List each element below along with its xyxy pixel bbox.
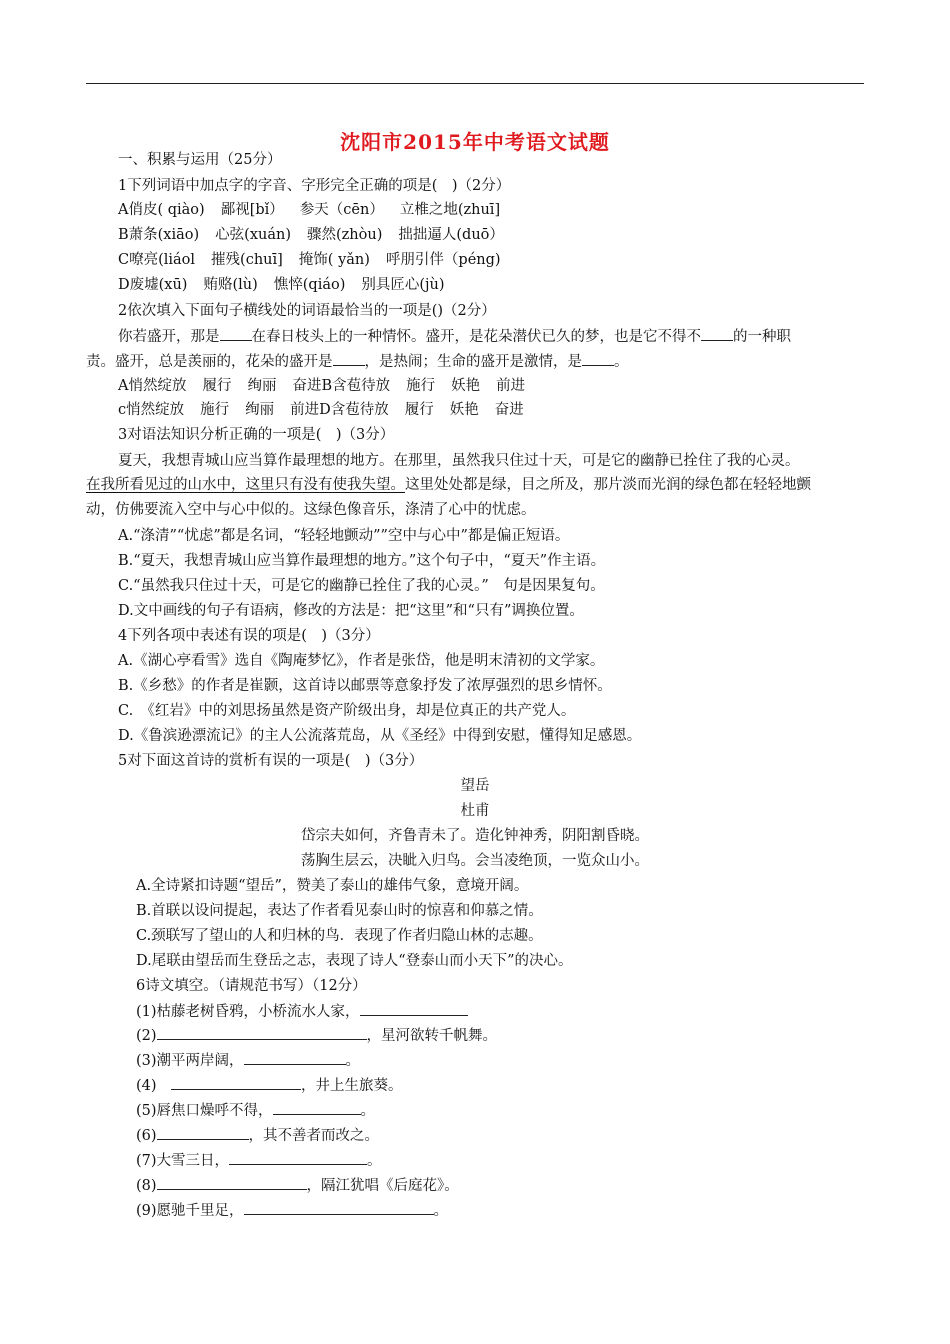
- q6-item-5: (5)唇焦口燥呼不得， 。: [136, 1100, 375, 1121]
- answer-blank: [157, 1125, 249, 1140]
- q4-option-c: C. 《红岩》中的刘思扬虽然是资产阶级出身，却是位真正的共产党人。: [118, 703, 576, 719]
- q3-stem: 3对语法知识分析正确的一项是( )（3分）: [118, 427, 395, 443]
- answer-blank: [157, 1175, 307, 1190]
- q3-passage-line-2: 在我所看见过的山水中，这里只有没有使我失望。这里处处都是绿，目之所及，那片淡而光润的绿色都在轻轻地颤: [86, 477, 811, 493]
- q1-option-a: A俏皮( qiào) 鄙视[bǐ） 参天（cēn） 立椎之地(zhuī]: [118, 202, 501, 218]
- q6-stem: 6诗文填空。（请规范书写）（12分）: [136, 978, 367, 994]
- q6-item-3: (3)潮平两岸阔， 。: [136, 1050, 360, 1071]
- q3-option-b: B.“夏天，我想青城山应当算作最理想的地方。”这个句子中，“夏天”作主语。: [118, 553, 606, 569]
- q2-stem: 2依次填入下面句子横线处的词语最恰当的一项是()（2分）: [118, 303, 496, 319]
- q5-option-a: A.全诗紧扣诗题“望岳”，赞美了泰山的雄伟气象，意境开阔。: [136, 878, 529, 894]
- q6-item-7: (7)大雪三日， 。: [136, 1150, 382, 1171]
- q3-passage-line-1: 夏天，我想青城山应当算作最理想的地方。在那里，虽然我只住过十天，可是它的幽静已拴住了我的心灵。: [118, 453, 800, 469]
- poem-title: 望岳: [460, 778, 490, 794]
- q2-options-cd: c悄然绽放 施行 绚丽 前进D含苞待放 履行 妖艳 奋进: [118, 402, 524, 418]
- page-title: 沈阳市2015年中考语文试题: [340, 130, 610, 154]
- q2-options-ab: A悄然绽放 履行 绚丽 奋进B含苞待放 施行 妖艳 前进: [118, 378, 526, 394]
- fill-blank: [701, 326, 733, 341]
- answer-blank: [229, 1150, 367, 1165]
- q1-option-d: D废墟(xū) 贿赂(lù) 憔悴(qiáo) 别具匠心(jù): [118, 277, 445, 293]
- poem-line-1: 岱宗夫如何，齐鲁青未了。造化钟神秀，阴阳割昏晓。: [301, 828, 649, 844]
- q6-item-1: (1)枯藤老树昏鸦，小桥流水人家，: [136, 1001, 468, 1022]
- q4-stem: 4下列各项中表述有误的项是( )（3分）: [118, 628, 380, 644]
- q2-passage-line-2: 责。盛开，总是羡丽的，花朵的盛开是 ，是热闹；生命的盛开是激情，是 。: [86, 351, 629, 372]
- section-heading: 一、积累与运用（25分）: [118, 152, 282, 168]
- q5-option-c: C.颈联写了望山的人和归林的鸟．表现了作者归隐山林的志趣。: [136, 928, 543, 944]
- answer-blank: [244, 1200, 434, 1215]
- fill-blank: [582, 351, 614, 366]
- q5-stem: 5对下面这首诗的赏析有误的一项是( )（3分）: [118, 753, 424, 769]
- poem-author: 杜甫: [460, 803, 490, 819]
- underlined-sentence: 在我所看见过的山水中，这里只有没有使我失望。: [86, 477, 405, 493]
- fill-blank: [220, 326, 252, 341]
- header-rule: [86, 83, 864, 84]
- q5-option-b: B.首联以设问提起，表达了作者看见泰山时的惊喜和仰慕之情。: [136, 903, 543, 919]
- q1-option-b: B萧条(xiāo) 心弦(xuán) 骤然(zhòu) 拙拙逼人(duō）: [118, 227, 504, 243]
- q6-item-4: (4) ，井上生旅葵。: [136, 1075, 403, 1096]
- q3-option-a: A.“涤清”“忧虑”都是名词，“轻轻地颤动””空中与心中”都是偏正短语。: [118, 528, 570, 544]
- answer-blank: [273, 1100, 361, 1115]
- answer-blank: [360, 1001, 468, 1016]
- q6-item-6: (6) ，其不善者而改之。: [136, 1125, 379, 1146]
- q2-passage-line-1: 你若盛开，那是 在春日枝头上的一种情怀。盛开，是花朵潜伏已久的梦，也是它不得不 的一种职: [118, 326, 791, 347]
- fill-blank: [333, 351, 365, 366]
- q3-option-c: C.“虽然我只住过十天，可是它的幽静已拴住了我的心灵。” 句是因果复句。: [118, 578, 605, 594]
- q1-stem: 1下列词语中加点字的字音、字形完全正确的项是( )（2分）: [118, 178, 511, 194]
- poem-line-2: 荡胸生层云，决眦入归鸟。会当凌绝顶，一览众山小。: [301, 853, 649, 869]
- q6-item-9: (9)愿驰千里足， 。: [136, 1200, 448, 1221]
- q1-option-c: C嘹亮(liáol 摧残(chuī] 掩饰( yǎn) 呼朋引伴（péng): [118, 252, 501, 268]
- answer-blank: [157, 1025, 367, 1040]
- q5-option-d: D.尾联由望岳而生登岳之志，表现了诗人“登泰山而小天下”的决心。: [136, 953, 573, 969]
- q6-item-2: (2) ，星河欲转千帆舞。: [136, 1025, 497, 1046]
- q4-option-a: A.《湖心亭看雪》选自《陶庵梦忆》，作者是张岱，他是明末清初的文学家。: [118, 653, 605, 669]
- answer-blank: [171, 1075, 301, 1090]
- q3-passage-line-3: 动，仿佛要流入空中与心中似的。这绿色像音乐，涤清了心中的忧虑。: [86, 502, 536, 518]
- q4-option-b: B.《乡愁》的作者是崔颢，这首诗以邮票等意象抒发了浓厚强烈的思乡情怀。: [118, 678, 612, 694]
- q6-item-8: (8) ，隔江犹唱《后庭花》。: [136, 1175, 459, 1196]
- q3-option-d: D.文中画线的句子有语病，修改的方法是：把“这里”和“只有”调换位置。: [118, 603, 584, 619]
- answer-blank: [244, 1050, 346, 1065]
- q4-option-d: D.《鲁滨逊漂流记》的主人公流落荒岛，从《圣经》中得到安慰，懂得知足感恩。: [118, 728, 642, 744]
